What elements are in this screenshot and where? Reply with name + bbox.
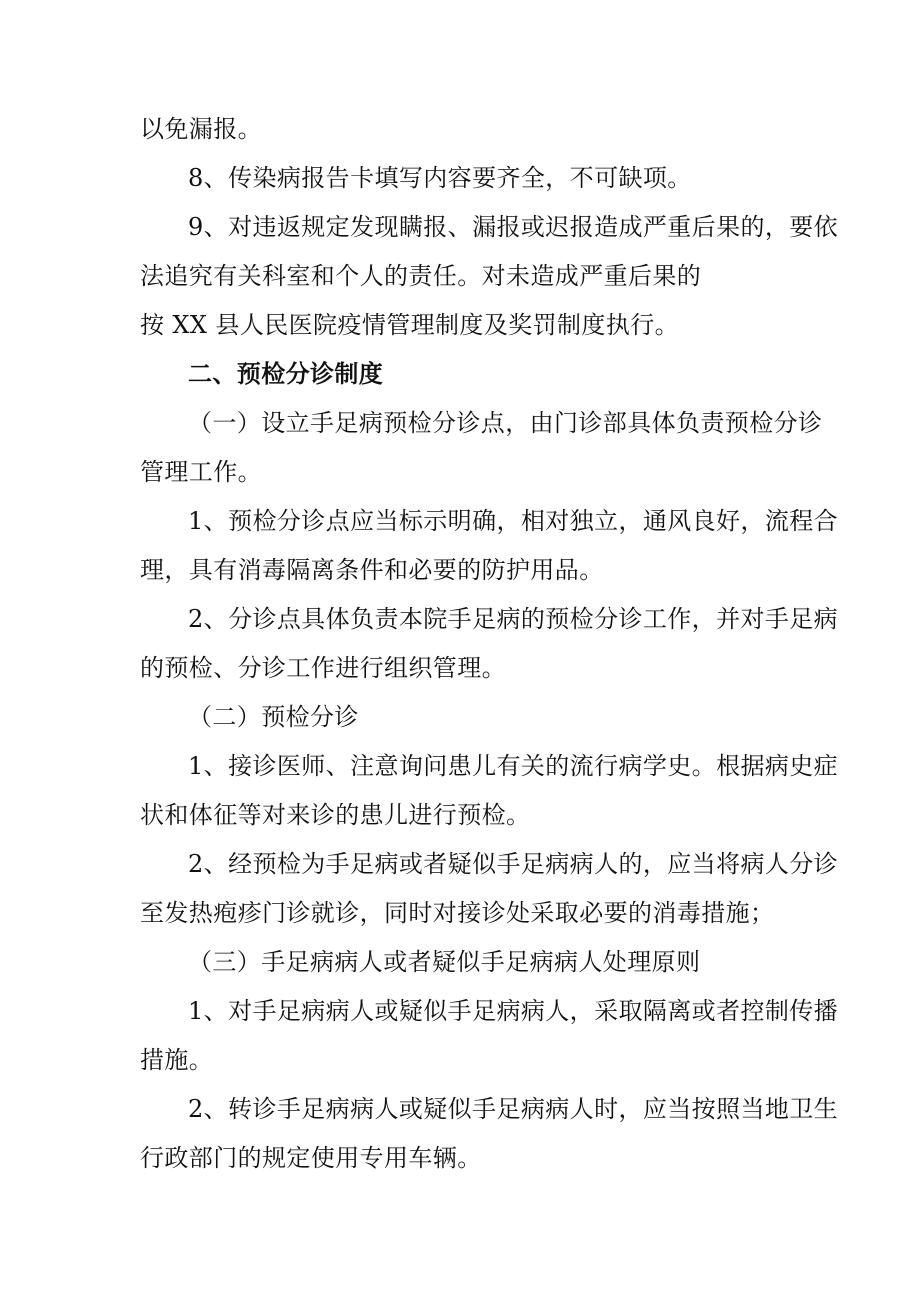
text-line: 2、转诊手足病病人或疑似手足病病人时，应当按照当地卫生: [188, 1095, 839, 1123]
text-line: 的预检、分诊工作进行组织管理。: [140, 654, 506, 682]
text-line: 措施。: [140, 1046, 214, 1074]
text-line: 1、对手足病病人或疑似手足病病人，采取隔离或者控制传播: [188, 997, 839, 1025]
text-line: 9、对违返规定发现瞒报、漏报或迟报造成严重后果的，要依: [188, 213, 839, 241]
text-line: 按 XX 县人民医院疫情管理制度及奖罚制度执行。: [140, 311, 680, 339]
subheading: （三）手足病病人或者疑似手足病病人处理原则: [188, 948, 701, 976]
subheading: （二）预检分诊: [188, 703, 359, 731]
text-line: 以免漏报。: [140, 115, 262, 143]
text-line: 2、分诊点具体负责本院手足病的预检分诊工作，并对手足病: [188, 605, 839, 633]
text-line: 理，具有消毒隔离条件和必要的防护用品。: [140, 556, 604, 584]
text-line: 至发热疱疹门诊就诊，同时对接诊处采取必要的消毒措施；: [140, 899, 775, 927]
text-line: 8、传染病报告卡填写内容要齐全，不可缺项。: [188, 164, 692, 192]
text-line: 状和体征等对来诊的患儿进行预检。: [140, 801, 531, 829]
text-line: 管理工作。: [140, 458, 262, 486]
text-line: 1、接诊医师、注意询问患儿有关的流行病学史。根据病史症: [188, 752, 839, 780]
text-line: 2、经预检为手足病或者疑似手足病病人的，应当将病人分诊: [188, 850, 839, 878]
section-heading: 二、预检分诊制度: [188, 359, 384, 388]
text-line: （一）设立手足病预检分诊点，由门诊部具体负责预检分诊: [188, 409, 823, 437]
text-line: 行政部门的规定使用专用车辆。: [140, 1144, 482, 1172]
text-line: 1、预检分诊点应当标示明确，相对独立，通风良好，流程合: [188, 507, 839, 535]
text-line: 法追究有关科室和个人的责任。对未造成严重后果的: [140, 262, 702, 290]
